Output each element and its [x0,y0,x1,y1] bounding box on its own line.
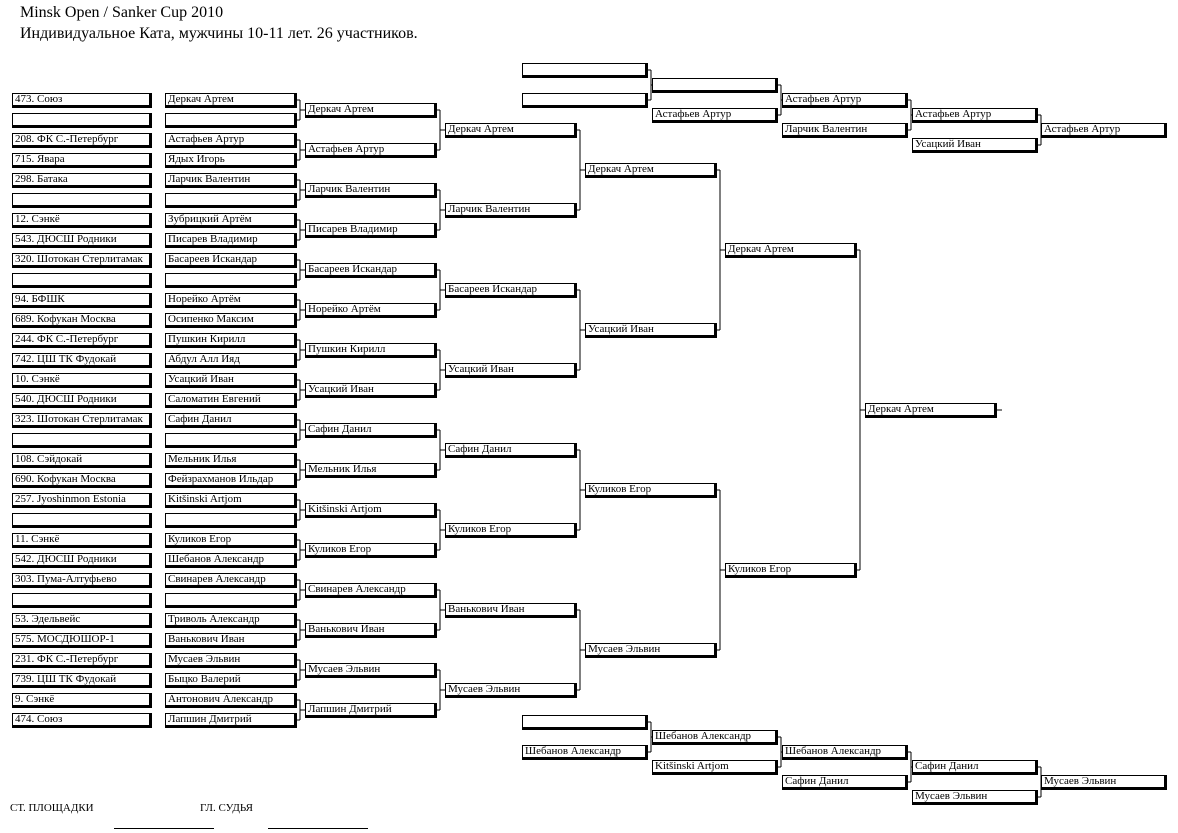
participant-cell: Басареев Искандар [165,253,297,268]
club-cell: 208. ФК С.-Петербург [12,133,152,148]
participant-cell: Фейзрахманов Ильдар [165,473,297,488]
club-cell: 473. Союз [12,93,152,108]
club-cell: 9. Сэнкё [12,693,152,708]
round3-cell: Усацкий Иван [445,363,577,378]
club-cell: 231. ФК С.-Петербург [12,653,152,668]
rep-bottom-r3-cell: Сафин Данил [782,775,908,790]
round2-cell: Писарев Владимир [305,223,437,238]
rep-top-r2-cell [652,78,778,93]
participant-cell: Антонович Александр [165,693,297,708]
round4-cell: Куликов Егор [585,483,717,498]
participant-cell: Писарев Владимир [165,233,297,248]
club-cell: 690. Кофукан Москва [12,473,152,488]
club-cell: 10. Сэнкё [12,373,152,388]
round3-cell: Басареев Искандар [445,283,577,298]
club-cell [12,273,152,288]
club-cell: 298. Батака [12,173,152,188]
round3-cell: Куликов Егор [445,523,577,538]
club-cell: 689. Кофукан Москва [12,313,152,328]
round2-cell: Ванькович Иван [305,623,437,638]
participant-cell: Осипенко Максим [165,313,297,328]
rep-top-r4-cell: Астафьев Артур [912,108,1038,123]
round4-cell: Деркач Артем [585,163,717,178]
rep-top-r3-cell: Астафьев Артур [782,93,908,108]
chief-judge-signature-line [268,828,368,829]
rep-top-r1-cell [522,93,648,108]
rep-top-winner-cell: Астафьев Артур [1041,123,1167,138]
chief-judge-label: ГЛ. СУДЬЯ [200,802,253,814]
round2-cell: Норейко Артём [305,303,437,318]
club-cell: 53. Эдельвейс [12,613,152,628]
round3-cell: Деркач Артем [445,123,577,138]
club-cell [12,433,152,448]
participant-cell: Лапшин Дмитрий [165,713,297,728]
participant-cell: Сафин Данил [165,413,297,428]
participant-cell: Абдул Алл Ияд [165,353,297,368]
rep-bottom-r4-cell: Сафин Данил [912,760,1038,775]
round5-cell: Деркач Артем [725,243,857,258]
page-subtitle: Индивидуальное Ката, мужчины 10-11 лет. 26 участников. [20,25,418,42]
club-cell: 540. ДЮСШ Родники [12,393,152,408]
club-cell: 12. Сэнкё [12,213,152,228]
participant-cell [165,273,297,288]
club-cell: 303. Пума-Алтуфьево [12,573,152,588]
round2-cell: Усацкий Иван [305,383,437,398]
participant-cell: Мельник Илья [165,453,297,468]
club-cell [12,593,152,608]
club-cell: 257. Jyoshinmon Estonia [12,493,152,508]
round5-cell: Куликов Егор [725,563,857,578]
participant-cell: Быцко Валерий [165,673,297,688]
club-cell: 108. Сэйдокай [12,453,152,468]
round4-cell: Мусаев Эльвин [585,643,717,658]
rep-top-r1-cell [522,63,648,78]
round2-cell: Пушкин Кирилл [305,343,437,358]
participant-cell: Саломатин Евгений [165,393,297,408]
rep-bottom-r2-cell: Шебанов Александр [652,730,778,745]
participant-cell [165,433,297,448]
participant-cell: Мусаев Эльвин [165,653,297,668]
final-winner-cell: Деркач Артем [865,403,997,418]
club-cell: 320. Шотокан Стерлитамак [12,253,152,268]
participant-cell: Шебанов Александр [165,553,297,568]
club-cell: 575. МОСДЮШОР-1 [12,633,152,648]
participant-cell: Триволь Александр [165,613,297,628]
round2-cell: Мельник Илья [305,463,437,478]
round2-cell: Басареев Искандар [305,263,437,278]
club-cell: 94. БФШК [12,293,152,308]
club-cell: 715. Явара [12,153,152,168]
round2-cell: Сафин Данил [305,423,437,438]
round4-cell: Усацкий Иван [585,323,717,338]
site-chief-signature-line [114,828,214,829]
club-cell: 244. ФК С.-Петербург [12,333,152,348]
rep-bottom-r1-cell: Шебанов Александр [522,745,648,760]
club-cell: 542. ДЮСШ Родники [12,553,152,568]
round3-cell: Сафин Данил [445,443,577,458]
round2-cell: Астафьев Артур [305,143,437,158]
round2-cell: Мусаев Эльвин [305,663,437,678]
round2-cell: Лапшин Дмитрий [305,703,437,718]
rep-bottom-r2-cell: Kitšinski Artjom [652,760,778,775]
round2-cell: Ларчик Валентин [305,183,437,198]
participant-cell: Kitšinski Artjom [165,493,297,508]
participant-cell: Астафьев Артур [165,133,297,148]
club-cell: 739. ЦШ ТК Фудокай [12,673,152,688]
participant-cell: Деркач Артем [165,93,297,108]
participant-cell: Зубрицкий Артём [165,213,297,228]
participant-cell [165,593,297,608]
participant-cell [165,193,297,208]
round2-cell: Куликов Егор [305,543,437,558]
participant-cell: Ванькович Иван [165,633,297,648]
participant-cell: Ларчик Валентин [165,173,297,188]
club-cell: 543. ДЮСШ Родники [12,233,152,248]
rep-top-r3-cell: Ларчик Валентин [782,123,908,138]
participant-cell: Норейко Артём [165,293,297,308]
round2-cell: Деркач Артем [305,103,437,118]
club-cell [12,113,152,128]
participant-cell [165,113,297,128]
club-cell [12,513,152,528]
round2-cell: Свинарев Александр [305,583,437,598]
participant-cell: Свинарев Александр [165,573,297,588]
rep-top-r2-cell: Астафьев Артур [652,108,778,123]
page-title: Minsk Open / Sanker Cup 2010 [20,4,224,21]
club-cell: 742. ЦШ ТК Фудокай [12,353,152,368]
rep-top-r4-cell: Усацкий Иван [912,138,1038,153]
club-cell: 11. Сэнкё [12,533,152,548]
participant-cell: Ядых Игорь [165,153,297,168]
round2-cell: Kitšinski Artjom [305,503,437,518]
site-chief-label: СТ. ПЛОЩАДКИ [10,802,94,814]
participant-cell [165,513,297,528]
club-cell: 323. Шотокан Стерлитамак [12,413,152,428]
participant-cell: Усацкий Иван [165,373,297,388]
participant-cell: Пушкин Кирилл [165,333,297,348]
club-cell [12,193,152,208]
round3-cell: Ларчик Валентин [445,203,577,218]
round3-cell: Ванькович Иван [445,603,577,618]
rep-bottom-r1-cell [522,715,648,730]
participant-cell: Куликов Егор [165,533,297,548]
rep-bottom-winner-cell: Мусаев Эльвин [1041,775,1167,790]
club-cell: 474. Союз [12,713,152,728]
rep-bottom-r4-cell: Мусаев Эльвин [912,790,1038,805]
rep-bottom-r3-cell: Шебанов Александр [782,745,908,760]
round3-cell: Мусаев Эльвин [445,683,577,698]
